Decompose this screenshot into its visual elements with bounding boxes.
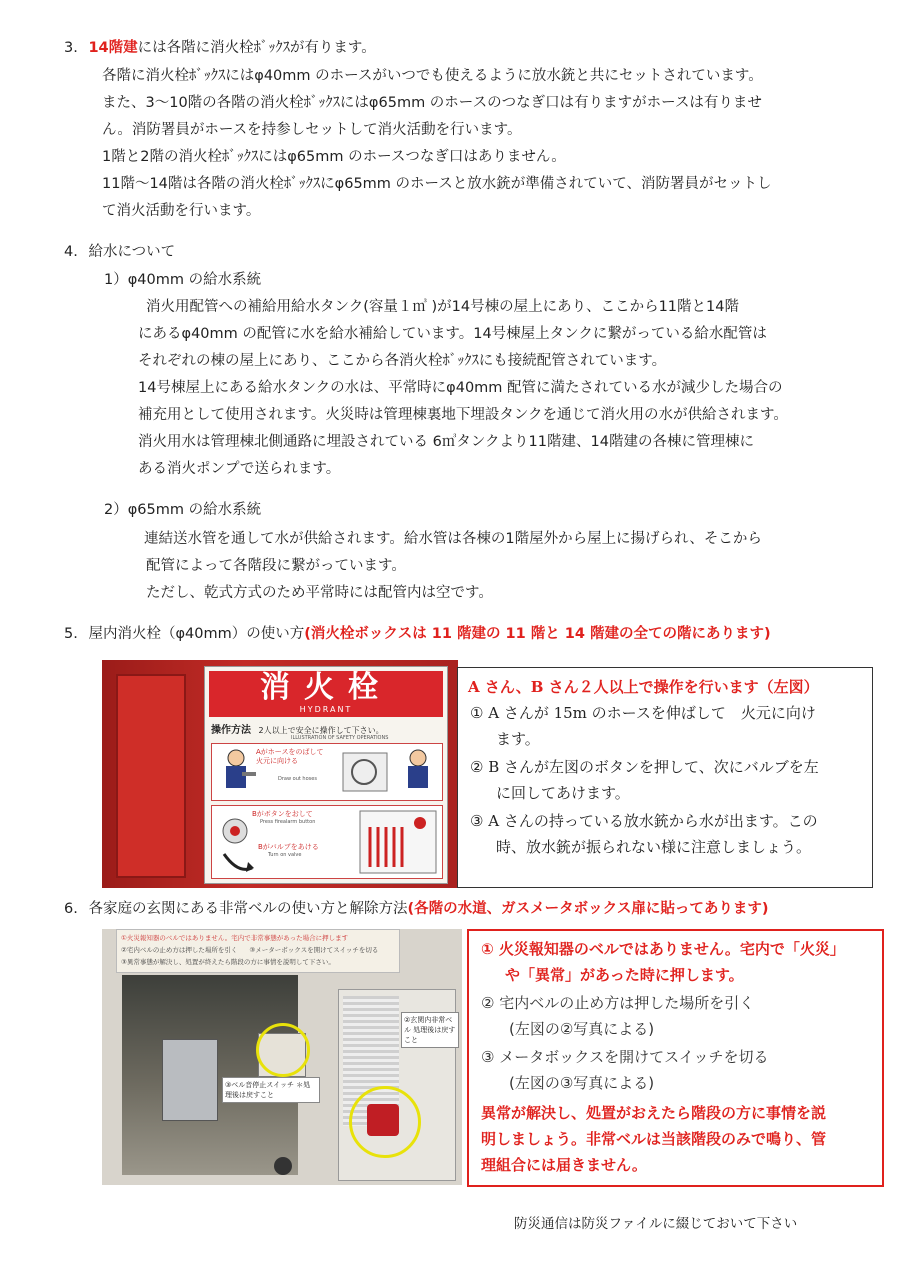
sec4-heading: [64, 242, 175, 262]
alarm-instruction-box: [467, 929, 884, 1187]
alarm-notice-line: ①火災報知器のベルではありません。宅内で非常事態があった場合に押します: [121, 934, 349, 942]
hose-rack-icon: [358, 809, 438, 875]
alarm-box-item1-b: や「異常」があった時に押します。: [505, 966, 744, 984]
hydrant-step-b1-text: Bがボタンをおして: [252, 810, 313, 818]
alarm-notice-2b: ③メーターボックスを開けてスイッチを切る: [249, 946, 379, 954]
hydrant-box-item-line: ② B さんが左図のボタンを押して、次にバルブを左: [470, 758, 819, 776]
hydrant-sign-header: [209, 671, 443, 717]
sec3-line: 11階～14階は各階の消火栓ﾎﾞｯｸｽにφ65mm のホースと放水銃が準備されていて、消防署員がセットし: [102, 176, 772, 192]
firefighter-b-icon: [398, 746, 438, 798]
alarm-box-item1-a: ① 火災報知器のベルではありません。宅内で「火災」: [481, 940, 845, 958]
sec5-title: 屋内消火栓（φ40mm）の使い方: [88, 626, 305, 642]
alarm-label-switch: ③ベル音停止スイッチ ＊処理後は戻すこと: [222, 1077, 320, 1103]
alarm-button-icon: [220, 816, 250, 846]
sec4-sub1-title: 1）φ40mm の給水系統: [104, 272, 262, 288]
footer-note: 防災通信は防災ファイルに綴じておいて下さい: [514, 1216, 798, 1232]
sec6-title-red: (各階の水道、ガスメータボックス扉に貼ってあります): [407, 901, 769, 917]
hydrant-box-heading: A さん、B さん２人以上で操作を行います（左図）: [468, 678, 819, 696]
sec4-title: 給水について: [88, 244, 176, 260]
hydrant-sign-method: [211, 721, 384, 736]
sec4-sub1-line: 14号棟屋上にある給水タンクの水は、平常時にφ40mm 配管に満たされている水が減少した場合の: [138, 380, 783, 396]
door-scope-icon: [274, 1157, 292, 1175]
sec3-heading: [64, 38, 376, 58]
hydrant-photo: [102, 660, 458, 888]
hydrant-step-b2-en: Turn on valve: [268, 852, 302, 858]
sec4-number: 4.: [64, 244, 78, 260]
sec3-number: 3.: [64, 40, 78, 56]
sec6-number: 6.: [64, 901, 78, 917]
hydrant-instruction-box: [457, 667, 873, 888]
sec4-sub2-title: 2）φ65mm の給水系統: [104, 502, 262, 518]
sec6-title: 各家庭の玄関にある非常ベルの使い方と解除方法: [88, 901, 408, 917]
sec5-heading: [64, 624, 771, 644]
hydrant-step-a-en: Draw out hoses: [278, 776, 317, 782]
alarm-photo-notice: [116, 929, 400, 973]
alarm-box-item3-a: ③ メータボックスを開けてスイッチを切る: [481, 1048, 769, 1066]
sec5-number: 5.: [64, 626, 78, 642]
alarm-box-note: 理組合には届きません。: [481, 1156, 647, 1174]
sec4-sub2-line: 連結送水管を通して水が供給されます。給水管は各棟の1階屋外から屋上に揚げられ、そこから: [144, 531, 762, 547]
alarm-box-item2-b: (左図の②写真による): [509, 1020, 655, 1038]
firefighter-a-icon: [216, 746, 256, 798]
hydrant-sign-method-note: 2人以上で安全に操作して下さい。: [258, 726, 384, 735]
sec3-line: また、3～10階の各階の消火栓ﾎﾞｯｸｽにはφ65mm のホースのつなぎ口は有りますがホースは有りませ: [102, 95, 762, 111]
hydrant-sign-method-label: 操作方法: [211, 725, 251, 736]
sec3-line: ん。消防署員がホースを持参しセットして消火活動を行います。: [102, 122, 522, 138]
switch-highlight-ring: [256, 1023, 310, 1077]
hydrant-step-a-panel: [211, 743, 443, 801]
sec4-sub1-line: 消火用配管への補給用給水タンク(容量１㎥ )が14号棟の屋上にあり、ここから11階と14階: [146, 299, 739, 315]
alarm-box-note: 異常が解決し、処置がおえたら階段の方に事情を説: [481, 1104, 827, 1122]
hydrant-box-item-line: ます。: [496, 730, 540, 748]
hydrant-box-item-line: に回してあけます。: [496, 784, 630, 802]
door-panel: [338, 989, 456, 1181]
alarm-label-bell: ②玄関内非常ベル 処理後は戻すこと: [401, 1012, 459, 1048]
hydrant-sign: [204, 666, 448, 884]
alarm-box-item2-a: ② 宅内ベルの止め方は押した場所を引く: [481, 994, 755, 1012]
sec3-line: 1階と2階の消火栓ﾎﾞｯｸｽにはφ65mm のホースつなぎ口はありません。: [102, 149, 566, 165]
sec4-sub1-line: ある消火ポンプで送られます。: [138, 461, 341, 477]
alarm-notice-line: ③異常事態が解決し、処置が終えたら階段の方に事情を説明して下さい。: [121, 958, 335, 966]
sec4-sub1-line: 補充用として使用されます。火災時は管理棟裏地下埋設タンクを通じて消火用の水が供給されます。: [138, 407, 788, 423]
sec3-title-rest: には各階に消火栓ﾎﾞｯｸｽが有ります。: [137, 40, 376, 56]
sec5-title-red: (消火栓ボックスは 11 階建の 11 階と 14 階建の全ての階にあります): [304, 626, 771, 642]
hydrant-sign-method-en: ILLUSTRATION OF SAFETY OPERATIONS: [291, 735, 389, 741]
alarm-bell-button: [367, 1104, 399, 1136]
hydrant-step-b1-en: Press firealarm button: [260, 819, 316, 825]
hydrant-box-item-line: ③ A さんの持っている放水銃から水が出ます。この: [470, 812, 818, 830]
sec6-heading: [64, 899, 769, 919]
sec4-sub2-line: ただし、乾式方式のため平常時には配管内は空です。: [146, 585, 493, 601]
alarm-notice-line: [121, 945, 378, 954]
sec3-title-red: 14階建: [88, 40, 138, 56]
alarm-box-note: 明しましょう。非常ベルは当該階段のみで鳴り、管: [481, 1130, 827, 1148]
sec4-sub2-line: 配管によって各階段に繋がっています。: [146, 558, 406, 574]
sec4-sub1-line: それぞれの棟の屋上にあり、ここから各消火栓ﾎﾞｯｸｽにも接続配管されています。: [138, 353, 667, 369]
hose-reel-icon: [342, 752, 388, 792]
alarm-box-item3-b: (左図の③写真による): [509, 1074, 655, 1092]
sec4-sub1-line: にあるφ40mm の配管に水を給水補給しています。14号棟屋上タンクに繋がっている給水配管は: [138, 326, 767, 342]
hydrant-step-a-text: Aがホースをのばして火元に向ける: [256, 748, 324, 765]
hydrant-panel-left: [116, 674, 186, 878]
valve-arrow-icon: [220, 848, 256, 876]
hydrant-box-item-line: ① A さんが 15m のホースを伸ばして 火元に向け: [470, 704, 816, 722]
sec3-line: 各階に消火栓ﾎﾞｯｸｽにはφ40mm のホースがいつでも使えるように放水銃と共にセットされています。: [102, 68, 763, 84]
alarm-notice-2a: ②宅内ベルの止め方は押した場所を引く: [121, 946, 238, 954]
sec4-sub1-line: 消火用水は管理棟北側通路に埋設されている 6㎥タンクより11階建、14階建の各棟に管理棟に: [138, 434, 754, 450]
alarm-photo: [102, 929, 462, 1185]
gas-meter: [162, 1039, 218, 1121]
hydrant-sign-subtitle: HYDRANT: [299, 705, 353, 714]
hydrant-step-b2-text: Bがバルブをあける: [258, 843, 319, 851]
hydrant-box-item-line: 時、放水銃が振られない様に注意しましょう。: [496, 838, 812, 856]
sec3-line: て消火活動を行います。: [102, 203, 261, 219]
hydrant-step-b-panel: [211, 805, 443, 879]
hydrant-sign-title: 消火栓: [260, 670, 392, 705]
